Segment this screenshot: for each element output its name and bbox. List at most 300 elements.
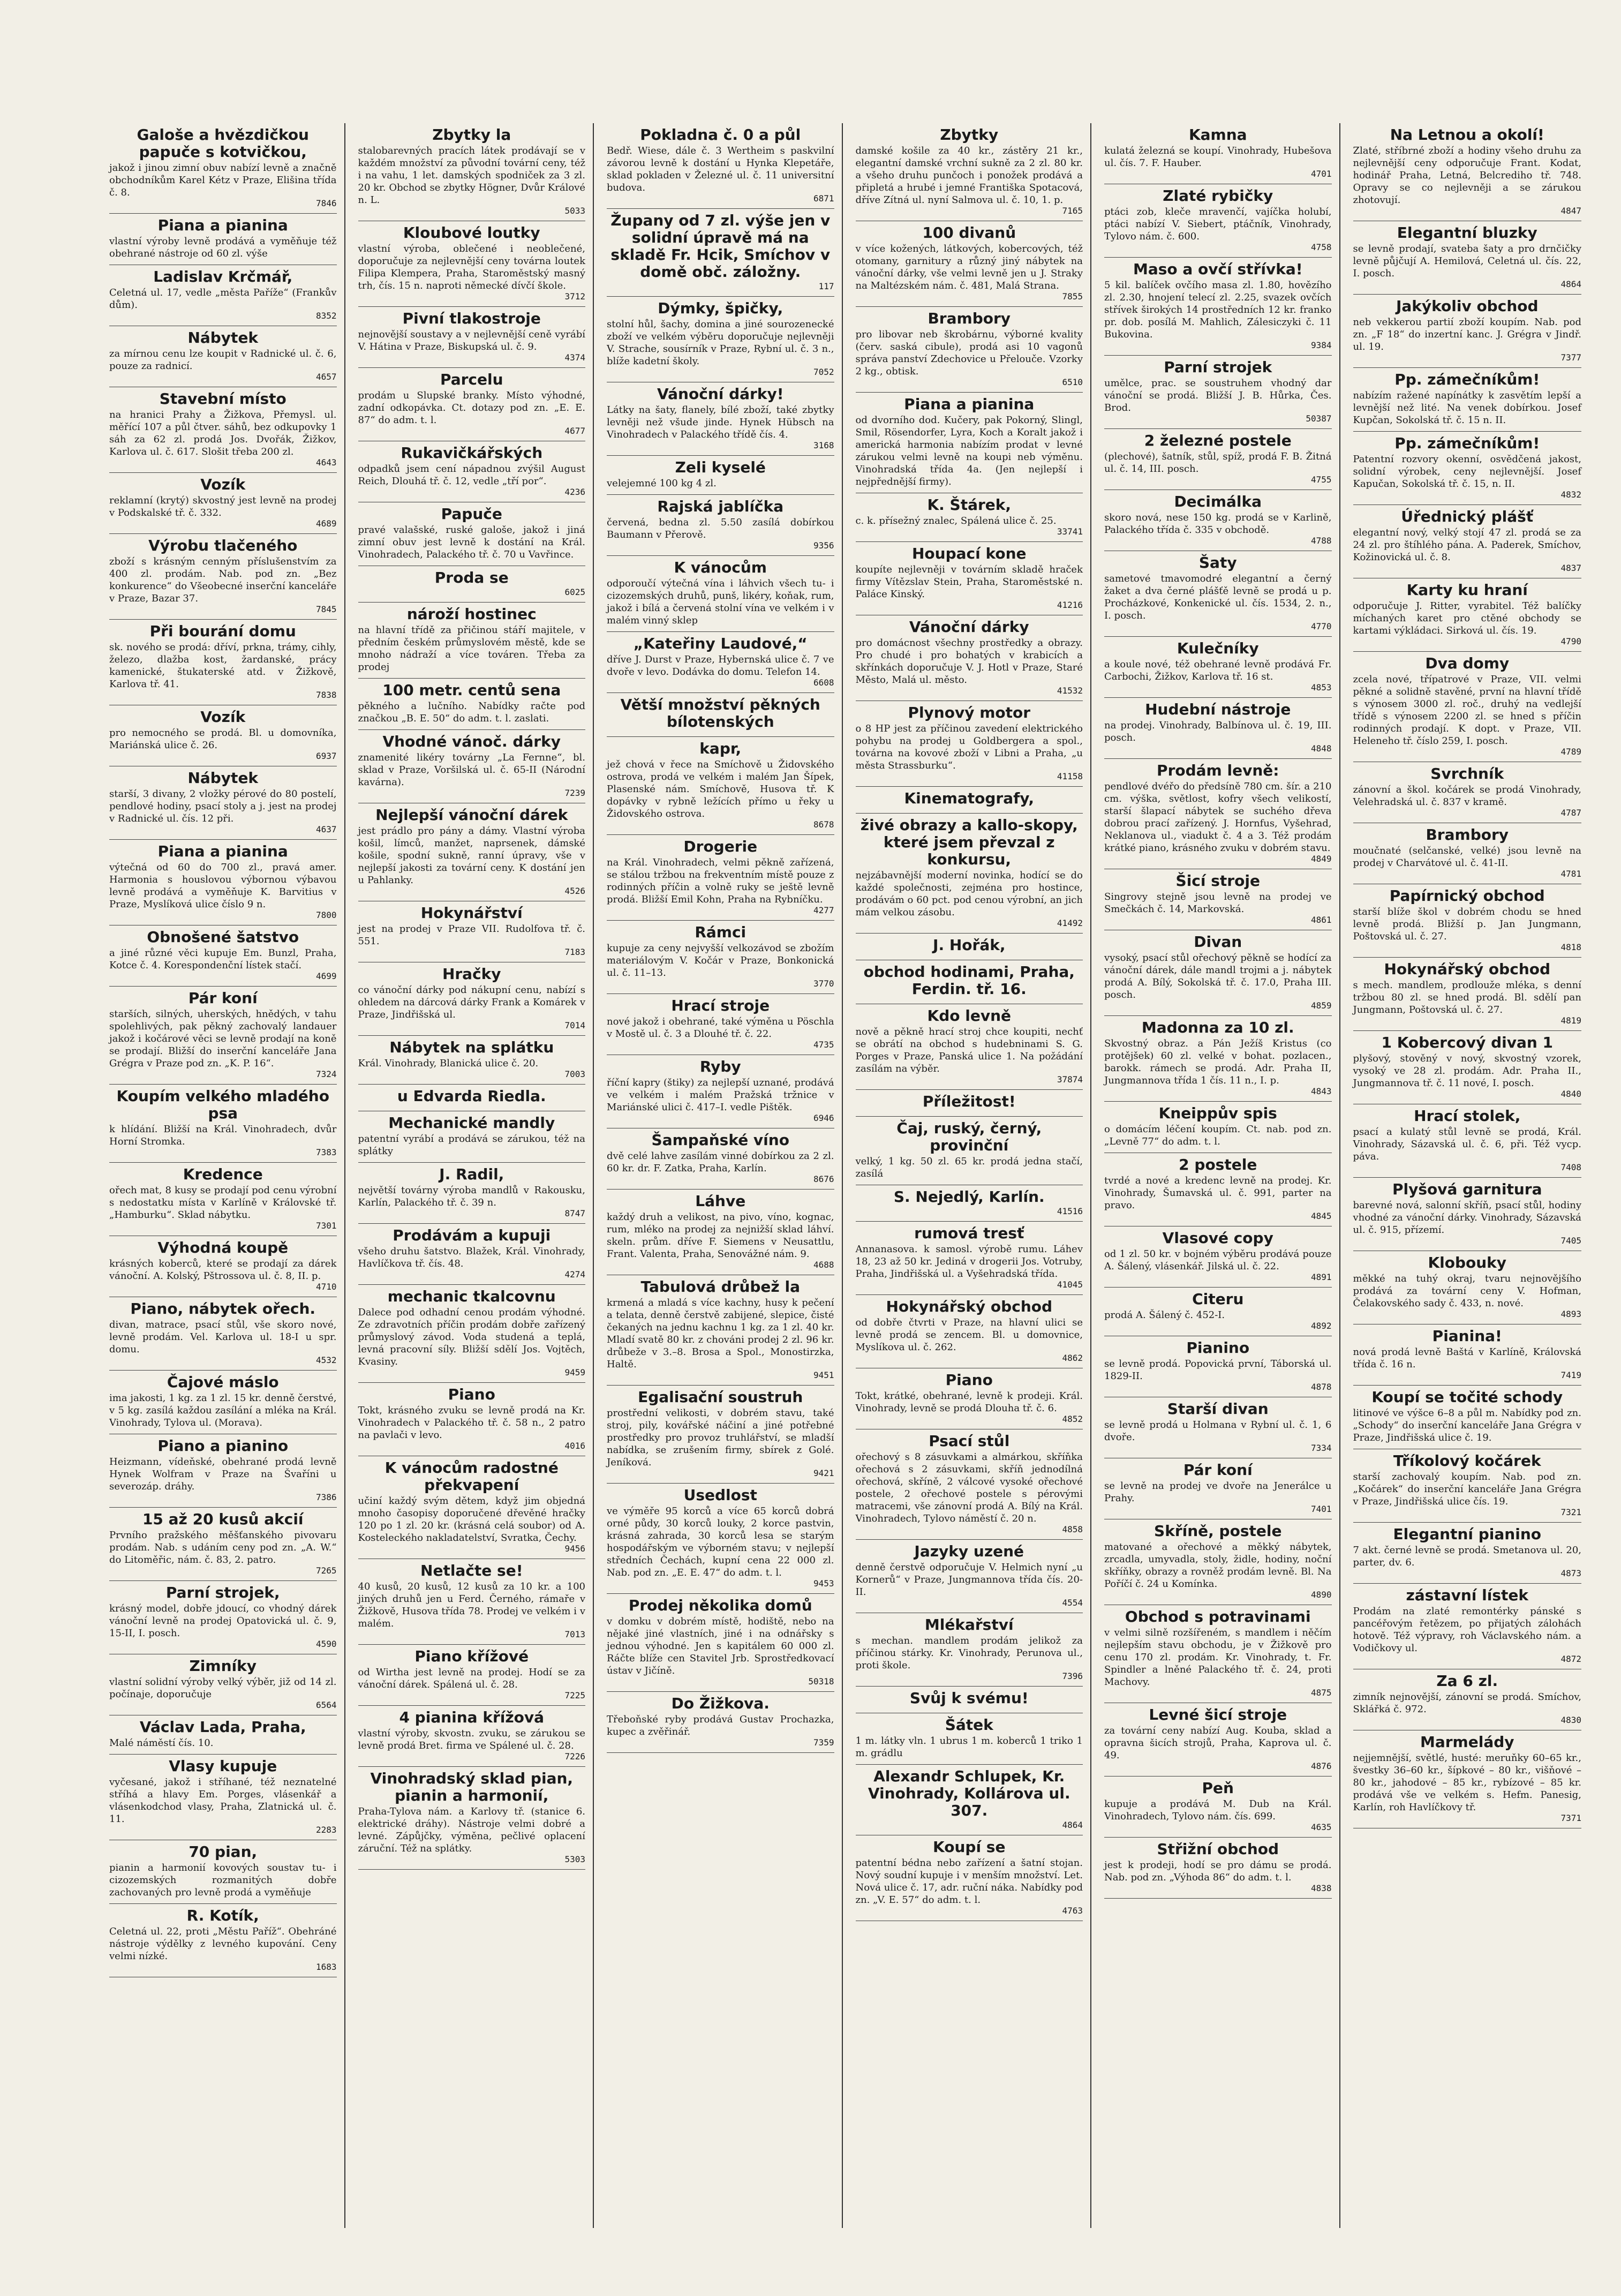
ad-body: denně čerstvě odporučuje V. Helmich nyní „u Kornerů“ v Praze, Jungmannova třída čís. 20-II. (855, 1562, 1083, 1598)
ad-title: K. Štárek, (927, 496, 1012, 514)
ad-body: prostřední velikosti, v dobrém stavu, také stroj, pily, kovářské náčiní a jiné potřebné prostředky pro provoz truhlářství, se mladší nabídka, se zrušením firmy, sbírek z Golé. Jeníková. (607, 1407, 834, 1468)
ad-reference-number: 4853 (1310, 682, 1332, 692)
classified-ad (1353, 1031, 1582, 1104)
classified-ad (109, 705, 337, 766)
ad-title: Obchod s potravinami (1125, 1608, 1311, 1625)
ad-body: za mírnou cenu lze koupit v Radnické ul. č. 6, pouze za radnicí. (109, 348, 337, 372)
ad-body: se levně prodá. Popovická první, Táborská ul. 1829-II. (1104, 1358, 1332, 1382)
classified-ad (109, 1755, 337, 1840)
ad-reference-number: 4849 (1310, 854, 1332, 864)
ad-title: Zbytky (940, 126, 999, 144)
classified-ad (1104, 258, 1332, 356)
ad-body: jest prádlo pro pány a dámy. Vlastní výroba košil, límců, manžet, naprsenek, dámské košile, spodní sukně, ranní úpravy, vše v nejlepší jakosti za tovární ceny. K dostání jen u Pahlanky. (358, 825, 585, 886)
classified-ad (109, 1371, 337, 1434)
classified-ad (358, 441, 586, 502)
ad-title: Úřednický plášť (1401, 508, 1534, 525)
ad-body: červená, bedna zl. 5.50 zasílá dobírkou Baumann v Přerově. (607, 517, 834, 540)
ad-body: krásný model, dobře jdoucí, co vhodný dárek vánoční levně na prodej Opatovická ul. č. 9, 15-II, I. posch. (109, 1603, 337, 1639)
column-1 (102, 123, 345, 2228)
ad-reference-number: 4838 (1310, 1883, 1332, 1893)
ad-reference-number: 6510 (1062, 377, 1083, 387)
ad-title: Madonna za 10 zl. (1141, 1019, 1294, 1036)
ad-title: Jazyky uzené (914, 1542, 1024, 1560)
ad-body: učiní každý svým dětem, když jim objedná mnoho časopisy doporučené dřevěné hračky 120 po 1 zl. 20 kr. (krásná celá soubor) od A. Kosteleckého nakladatelství, Svratka, Čechy. (358, 1495, 585, 1544)
ad-reference-number: 4689 (315, 518, 337, 529)
ad-title: Kamna (1188, 126, 1247, 144)
ad-body: neb vekkerou partií zboží koupím. Nab. pod zn. „F 18“ do inzertní kanc. J. Grégra v Jindř. ul. 19. (1353, 317, 1581, 352)
ad-title: Kneippův spis (1158, 1104, 1277, 1122)
ad-reference-number: 8747 (564, 1208, 585, 1218)
ad-body: vlastní výroby, skvostn. zvuku, se zárukou se levně prodá Bret. firma ve Spálené ul. č. 28. (358, 1728, 585, 1751)
ad-reference-number: 7334 (1310, 1443, 1332, 1453)
ad-body: moučnaté (selčanské, velké) jsou levně na prodej v Charvátové ul. č. 41-II. (1353, 845, 1581, 869)
ad-title: Kdo levně (927, 1007, 1011, 1025)
ad-title: Kulečníky (1177, 639, 1259, 657)
ad-body: c. k. přísežný znalec, Spálená ulice č. 25. (855, 515, 1057, 526)
ad-title: Peň (1202, 1779, 1234, 1797)
ad-reference-number: 7846 (315, 198, 337, 208)
ad-reference-number: 7013 (564, 1629, 585, 1639)
ad-title: Proda se (434, 569, 509, 586)
ad-title: Piano a pianino (157, 1437, 289, 1455)
ad-title: Šampaňské víno (651, 1131, 789, 1149)
ad-title: 4 pianina křížová (399, 1708, 545, 1726)
ad-body: pro domácnost všechny prostředky a obrazy. Pro chudé i pro bohatých v krabicích a skřínkách doporučuje V. J. Hotl v Praze, Staré Město, Malá ul. město. (855, 637, 1083, 686)
classified-ad (856, 934, 1083, 960)
ad-reference-number: 4858 (1062, 1524, 1083, 1534)
ad-body: patentní vyrábí a prodává se zárukou, též na splátky (358, 1133, 585, 1157)
ad-body: velký, 1 kg. 50 zl. 65 kr. prodá jedna stačí, zasílá (855, 1156, 1083, 1179)
ad-reference-number: 4755 (1310, 475, 1332, 485)
ad-reference-number: 4236 (564, 487, 585, 497)
ad-reference-number: 4819 (1560, 1015, 1581, 1026)
ad-reference-number: 6871 (813, 193, 834, 204)
ad-title: Piana a pianina (157, 216, 288, 234)
ad-reference-number: 9451 (813, 1370, 834, 1380)
ad-title: Egalisační soustruh (638, 1388, 803, 1406)
classified-ad (358, 368, 586, 441)
ad-title: Čajové máslo (167, 1373, 279, 1391)
ad-title: Čaj, ruský, černý, provinční (896, 1119, 1042, 1154)
ad-reference-number: 7239 (564, 788, 585, 798)
ad-title: Parcelu (440, 371, 503, 388)
ad-title: Klobouky (1428, 1254, 1507, 1271)
ad-body: divan, matrace, psací stůl, vše skoro nové, levně prodám. Vel. Karlova ul. 18-I u spr. domu. (109, 1319, 337, 1355)
ad-body: velejemné 100 kg 4 zl. (607, 478, 717, 489)
ad-body: vyčesané, jakož i stříhané, též neznatelné stříhá a hlavy Em. Porges, vlásenkář a vlásenkodchod vlasy, Praha, Zlatnická ul. č. 11. (109, 1776, 337, 1825)
ad-body: na hranici Prahy a Žižkova, Přemysl. ul. měřící 107 a půl čtver. sáhů, bez odkupovky 1 sáh za 62 zl. prodá Jos. Dvořák, Žižkov, Karlova ul. č. 617. Slošit třeba 200 zl. (109, 409, 337, 457)
ad-body: se levně prodají, svateba šaty a pro drnčičky levně půjčují A. Hemilová, Celetná ul. čís. 22, I. posch. (1353, 243, 1581, 279)
ad-body: pro nemocného se prodá. Bl. u domovníka, Mariánská ulice č. 26. (109, 727, 337, 751)
ad-body: barevné nová, salonní skříň, psací stůl, hodiny vhodné za vánoční dárky. Vinohrady, Sázavská ul. č. 915, přízemí. (1353, 1200, 1581, 1236)
classified-ad (1353, 1386, 1582, 1449)
classified-ad (358, 502, 586, 566)
ad-body: kulatá železná se koupí. Vinohrady, Hubešova ul. čís. 7. F. Hauber. (1104, 145, 1332, 169)
classified-ad (358, 962, 586, 1036)
ad-body: odpadků jsem cení nápadnou zvýšil August Reich, Dlouhá tř. č. 12, vedle „tří por“. (358, 463, 585, 487)
ad-body: stolní hůl, šachy, domina a jiné sourozenecké zboží ve velkém výběru doporučuje nejlevněji V. Strache, sousírník v Praze, Rybní ul. č. 3 n., blíže kadetní školy. (607, 319, 834, 367)
classified-ad (109, 534, 337, 620)
classified-ad (856, 393, 1083, 493)
ad-title: Svůj k svému! (909, 1689, 1029, 1707)
ad-body: od Wirtha jest levně na prodej. Hodí se za vánoční dárek. Spálená ul. č. 28. (358, 1667, 585, 1690)
ad-body: k hlídání. Bližší na Král. Vinohradech, dvůr Horní Stromka. (109, 1124, 337, 1147)
ad-title: mechanic tkalcovnu (387, 1288, 556, 1305)
ad-body: ptáci zob, kleče mravenčí, vajíčka holubí, ptáci nabízí V. Siebert, ptáčník, Vinohrady, Tylovo nám. č. 600. (1104, 206, 1332, 242)
ad-title: Vánoční dárky! (657, 385, 784, 403)
classified-ad (109, 1581, 337, 1654)
ad-title: Kinematografy, (904, 789, 1035, 807)
ad-reference-number: 4688 (813, 1260, 834, 1270)
ad-body: pendlové dvéřo do předsíně 780 cm. šír. a 210 cm. výška, světlost, kofry všech velikostí, starší šlapací nábytek se suchého dřeva dobrou prací zařízený. J. Hornfus, Vyšehrad, Neklanova ul., viadukt č. 4 a 3. Též prodám krátké piano, krásného zvuku v dobrém stavu. (1104, 781, 1332, 854)
ad-title: Nábytek (187, 769, 259, 787)
ad-title: Vlasové copy (1162, 1229, 1273, 1247)
ad-title: u Edvarda Riedla. (397, 1087, 546, 1105)
ad-title: 100 metr. centů sena (382, 681, 561, 699)
ad-title: Parní strojek (1164, 358, 1272, 376)
classified-ad (856, 1835, 1083, 1921)
ad-body: vlastní výroba, oblečené i neoblečené, doporučuje za nejlevnější ceny továrna loutek Filipa Klempera, Praha, Staroměstský masný trh, čís. 15 n. naproti německé dívčí škole. (358, 243, 585, 291)
ad-body: nově a pěkně hrací stroj chce koupiti, nechť se obrátí na obchod s hudebninami S. G. Porges v Praze, Panská ulice 1. Na požádání zasílám na výběr. (855, 1026, 1083, 1074)
ad-body: s mech. mandlem, prodlouže mléka, s denní tržbou 80 zl. se hned prodá. Bl. sdělí pan Jungmann, Poštovská ul. č. 27. (1353, 980, 1581, 1015)
ad-body: každý druh a velikost, na pivo, víno, kognac, rum, mléko na prodej za nejnižší sklad láhví. skeln. prům. dříve F. Siemens v Neusattlu, Frant. Valenta, Praha, Senovážné nám. 9. (607, 1211, 834, 1260)
ad-body: Annanasova. k samosl. výrobě rumu. Láhev 18, 23 až 50 kr. Jediná v drogerii Jos. Votruby, Praha, Jindřišská ul. a Vyšehradská třída. (855, 1244, 1083, 1279)
classified-ad (856, 814, 1083, 934)
ad-body: Patentní rozvory okenní, osvědčená jakost, solidní výrobek, ceny nejlevnější. Josef Kapučan, Sokolská tř. č. 15, n. II. (1353, 454, 1581, 490)
ad-reference-number: 7226 (564, 1751, 585, 1761)
ad-reference-number: 7401 (1310, 1504, 1332, 1514)
ad-title: Hrací stolek, (1414, 1107, 1521, 1125)
classified-ad (358, 603, 586, 679)
ad-title: Hračky (442, 965, 501, 983)
ad-title: Jakýkoliv obchod (1396, 297, 1539, 315)
ad-body: Král. Vinohrady, Blanická ulice č. 20. (358, 1058, 539, 1069)
ad-reference-number: 4701 (1310, 169, 1332, 179)
ad-body: za tovární ceny nabízí Aug. Kouba, sklad a opravna šicích strojů, Praha, Kaprova ul. č. 49. (1104, 1725, 1332, 1761)
ad-reference-number: 8352 (315, 311, 337, 321)
ad-body: dříve J. Durst v Praze, Hybernská ulice č. 7 ve dvoře v levo. Dodávka do domu. Telefon 14. (607, 654, 834, 677)
ad-title: Pár koní (188, 989, 258, 1007)
ad-body: umělce, prac. se soustruhem vhodný dar vánoční se prodá. Bližší J. B. Hůrka, Čes. Brod. (1104, 378, 1332, 413)
classified-ad (358, 1163, 586, 1224)
ad-reference-number: 5033 (564, 206, 585, 216)
classified-ad (1353, 1178, 1582, 1251)
ad-title: Mlékařství (924, 1616, 1014, 1633)
ad-reference-number: 9456 (564, 1544, 585, 1554)
ad-title: Pp. zámečníkům! (1394, 371, 1540, 388)
ad-title: Výrobu tlačeného (148, 537, 298, 554)
ad-reference-number: 4892 (1310, 1321, 1332, 1331)
ad-body: ořechový s 8 zásuvkami a almárkou, skříňka ořechová s 2 zásuvkami, skříň jednodílná ořechová, skříně, 2 válcové vysoké ořechové postele, 2 ořechové postele s pérovými matracemi, vše zánovní prodá A. Bílý na Král. Vinohradech, Tylovo náměstí č. 20 n. (855, 1451, 1083, 1524)
classified-ad (1104, 1016, 1332, 1102)
ad-title: zástavní lístek (1406, 1586, 1529, 1604)
ad-title: Piano, nábytek ořech. (130, 1300, 316, 1318)
ad-reference-number: 6946 (813, 1113, 834, 1123)
ad-reference-number: 7301 (315, 1221, 337, 1231)
classified-ad (1353, 652, 1582, 762)
column-6 (1346, 123, 1589, 2228)
classified-ad (1353, 1449, 1582, 1523)
ad-title: Dva domy (1425, 654, 1510, 672)
classified-ad (109, 1508, 337, 1581)
ad-title: Starší divan (1167, 1400, 1269, 1418)
ad-title: Vinohradský sklad pian, pianin a harmonií, (370, 1770, 574, 1804)
ad-body: největší továrny výroba mandlů v Rakousku, Karlín, Palackého tř. č. 39 n. (358, 1185, 585, 1208)
ad-reference-number: 4643 (315, 457, 337, 468)
ad-body: nová prodá levně Baštá v Karlíně, Královská třída č. 16 n. (1353, 1346, 1581, 1370)
ad-body: 5 kil. balíček ovčího masa zl. 1.80, hovězího zl. 2.30, hnojení telecí zl. 2.25, svazek ovčích střívek širokých 14 prostředních 12 kr. franko pr. dob. posílá M. Mahlich, Zálesiczyki č. 11 Bukovina. (1104, 280, 1332, 340)
ad-body: Prvního pražského měšťanského pivovaru prodám. Nab. s udáním ceny pod zn. „A. W.“ do Litoměřic, nám. č. 83, 2. patro. (109, 1530, 337, 1565)
classified-ad (1353, 221, 1582, 295)
column-5 (1097, 123, 1340, 2228)
classified-ad (856, 1613, 1083, 1687)
ad-body: tvrdé a nové a kredenc levně na prodej. Kr. Vinohrady, Šumavská ul. č. 991, parter na pravo. (1104, 1175, 1332, 1211)
classified-ad (109, 1840, 337, 1904)
classified-ad (109, 840, 337, 925)
ad-reference-number: 7383 (315, 1147, 337, 1157)
ad-title: Piano křížové (414, 1647, 529, 1665)
ad-title: Divan (1194, 933, 1242, 951)
classified-ad (1353, 1669, 1582, 1730)
ad-reference-number: 4016 (564, 1441, 585, 1451)
ad-title: Levné šicí stroje (1149, 1706, 1287, 1723)
ad-title: R. Kotík, (186, 1907, 259, 1924)
ad-reference-number: 7265 (315, 1565, 337, 1576)
classified-ad (358, 803, 586, 901)
classified-ad (1104, 1838, 1332, 1899)
classified-ad (109, 1297, 337, 1371)
classified-ad (1104, 123, 1332, 184)
ad-title: Láhve (695, 1192, 746, 1210)
classified-ad (856, 1540, 1083, 1613)
ad-title: 2 železné postele (1144, 432, 1292, 449)
classified-ad (607, 382, 834, 456)
classified-ad (607, 835, 834, 921)
ad-reference-number: 4859 (1310, 1000, 1332, 1011)
classified-ad (1353, 1251, 1582, 1324)
classified-ad (358, 221, 586, 307)
ad-reference-number: 8678 (813, 819, 834, 830)
ad-reference-number: 41532 (1057, 686, 1083, 696)
ad-body: Celetná ul. 17, vedle „města Paříže“ (Frankův dům). (109, 287, 337, 311)
classified-ad (1104, 1102, 1332, 1153)
ad-title: Parní strojek, (165, 1584, 280, 1601)
ad-title: Karty ku hraní (1406, 581, 1528, 599)
classified-ad (607, 1190, 834, 1275)
ad-body: starší blíže škol v dobrém chodu se hned levně prodá. Bližší p. Jan Jungmann, Poštovská ul. č. 27. (1353, 906, 1581, 942)
classified-ad (109, 766, 337, 840)
ad-title: Pp. zámečníkům! (1394, 434, 1540, 452)
ad-title: Obnošené šatstvo (147, 928, 299, 946)
ad-reference-number: 4735 (813, 1040, 834, 1050)
classified-ad (607, 1692, 834, 1753)
ad-title: Do Žižkova. (671, 1695, 770, 1712)
ad-title: Elegantní pianino (1393, 1525, 1541, 1543)
ad-reference-number: 37874 (1057, 1074, 1083, 1085)
classified-ad (607, 1128, 834, 1190)
classified-ad (1104, 1397, 1332, 1458)
ad-reference-number: 4840 (1560, 1089, 1581, 1099)
classified-ad (1104, 869, 1332, 930)
ad-body: odporučuje J. Ritter, vyrabitel. Též balíčky míchaných karet pro ctěné obchody se kartami výkládaci. Sirková ul. čís. 19. (1353, 600, 1581, 636)
ad-reference-number: 7855 (1062, 291, 1083, 302)
ad-reference-number: 4861 (1310, 915, 1332, 925)
column-3 (599, 123, 843, 2228)
classified-ad (607, 456, 834, 495)
ad-body: krmená a mladá s více kachny, husy k pečení a telata, denně čerstvě zabijené, slepice, čisté čekaných na jednu kachnu 1 kg. za 1 zl. 40 kr. Mladí svatě 80 kr. z chováni prodej 2 zl. 96 kr. drůbeže v 3.–8. Brosa a Spol., Monostirzka, Haltě. (607, 1297, 834, 1370)
ad-body: Tokt, krátké, obehrané, levně k prodeji. Král. Vinohrady, levně se prodá Dlouha tř. č. 6. (855, 1390, 1083, 1414)
ad-title: Větší množství pěkných bílotenských (620, 696, 820, 731)
ad-reference-number: 1683 (315, 1962, 337, 1972)
ad-reference-number: 7800 (315, 910, 337, 920)
ad-reference-number: 7396 (1062, 1671, 1083, 1681)
ad-body: pianin a harmonií kovových soustav tu- i cizozemských rozmanitých dobře zachovaných pro levně prodá a vyměňuje (109, 1862, 337, 1898)
ad-body: stalobarevných pracích látek prodávají se v každém množství za původní tovární ceny, též i na vahu, 1 let. damských spodniček za 3 zl. 20 kr. Obchod se zbytky Högner, Dvůr Králové n. L. (358, 145, 585, 206)
ad-title: Brambory (928, 310, 1011, 327)
ad-body: Skvostný obraz. a Pán Ježíš Kristus (co protějšek) 60 zl. velké v bohat. pozlacen., barokk. rámech se prodá. Adr. Praha II, Jungmannova třída 1 čís. 11 n., I. p. (1104, 1038, 1332, 1086)
classified-ad (1353, 505, 1582, 578)
ad-reference-number: 3770 (813, 978, 834, 989)
classified-ad (358, 1456, 586, 1559)
ad-body: prodá A. Šálený č. 452-I. (1104, 1309, 1225, 1321)
ad-body: se levně na prodej ve dvoře na Jenerálce u Prahy. (1104, 1480, 1332, 1504)
classified-ad (109, 1654, 337, 1715)
ad-title: Zeli kyselé (675, 458, 766, 476)
classified-ad (607, 495, 834, 556)
classified-ad (358, 730, 586, 803)
ad-title: rumová tresť (914, 1224, 1024, 1242)
ad-reference-number: 41045 (1057, 1279, 1083, 1290)
ad-title: Plyšová garnitura (1392, 1180, 1542, 1198)
ad-title: Dýmky, špičky, (658, 299, 783, 317)
classified-ad (358, 1111, 586, 1163)
ad-reference-number: 41492 (1057, 918, 1083, 928)
classified-ad (358, 1036, 586, 1085)
ad-title: Skříně, postele (1154, 1522, 1282, 1540)
ad-body: ve výměře 95 korců a více 65 korců dobrá orné půdy, 30 korců louky, 2 korce pastvin, krásná zahrada, 30 korců lesa se starým hospodářským ve výborném stavu; v nejlepší středních Čechách, kupní cena 22 000 zl. Nab. pod zn. „E. E. 47“ do adm. t. l. (607, 1505, 834, 1578)
ad-title: Stavební místo (159, 390, 286, 408)
ad-body: vlastní solidní výroby velký výběr, již od 14 zl. počínaje, doporučuje (109, 1676, 337, 1700)
ad-title: Ryby (699, 1058, 741, 1075)
ad-title: obchod hodinami, Praha, Ferdin. tř. 16. (863, 963, 1075, 998)
ad-reference-number: 4787 (1560, 808, 1581, 818)
ad-body: elegantní nový, velký stojí 47 zl. prodá se za 24 zl. pro štíhlého pána. A. Paderek, Smíchov, Kožinovická ul. č. 8. (1353, 527, 1581, 563)
ad-title: K vánocům radostné překvapení (384, 1459, 559, 1494)
ad-reference-number: 4878 (1310, 1382, 1332, 1392)
ad-reference-number: 9384 (1310, 340, 1332, 350)
ad-body: v více kožených, látkových, kobercových, též otomany, garnitury a různý jiný nábytek na vánoční dárky, vše velmi levně jen u J. Straky na Maltézském nám. č. 481, Malá Strana. (855, 243, 1083, 291)
classified-ad (1104, 184, 1332, 258)
classified-ad (1104, 759, 1332, 869)
ad-reference-number: 7014 (564, 1020, 585, 1030)
ad-title: Mechanické mandly (388, 1114, 555, 1132)
ad-body: zcela nové, třípatrové v Praze, VII. velmi pěkné a solidně stavěné, první na hlavní třídě s výnosem 3000 zl. roč., druhý na vedlejší třídě s výnosem 2200 zl. se hned s příčin rodinných prodají. K dopt. v Praze, VII. Heleneho tř. číslo 259, I. posch. (1353, 674, 1581, 747)
ad-body: Třeboňské ryby prodává Gustav Prochazka, kupec a zvěřinář. (607, 1714, 834, 1737)
ad-reference-number: 6608 (813, 677, 834, 688)
classified-ad (358, 307, 586, 368)
classified-ad (358, 1767, 586, 1870)
ad-title: J. Radil, (439, 1165, 504, 1183)
ad-reference-number: 4554 (1062, 1598, 1083, 1608)
ad-reference-number: 4677 (564, 426, 585, 436)
classified-ad (109, 1236, 337, 1297)
classified-ad (109, 123, 337, 214)
ad-body: nejjemnější, světlé, husté: meruňky 60–65 kr., švestky 36–60 kr., šípkové – 80 kr., višňové – 80 kr., jahodové – 85 kr., rybízové – 85 kr. prodává vše ve velkém s. Hefm. Panesig, Karlín, roh Havlíčkovy tř. (1353, 1752, 1581, 1813)
classified-ad (1104, 698, 1332, 759)
classified-ad (109, 925, 337, 987)
ad-title: Pivní tlakostroje (402, 310, 541, 327)
ad-title: Hudební nástroje (1145, 701, 1291, 718)
classified-ad (1353, 762, 1582, 823)
classified-ad (607, 297, 834, 382)
classified-ad (856, 1713, 1083, 1765)
ad-body: 7 akt. černé levně se prodá. Smetanova ul. 20, parter, dv. 6. (1353, 1545, 1581, 1568)
ad-title: Svrchník (1430, 765, 1504, 782)
classified-ad (607, 632, 834, 693)
ad-body: 1 m. látky vln. 1 ubrus 1 m. koberců 1 triko 1 m. grádlu (855, 1735, 1083, 1759)
ad-body: koupíte nejlevněji v továrním skladě hraček firmy Vítězslav Stein, Praha, Staroměstské n. Paláce Kinský. (855, 564, 1083, 600)
ad-title: Příležitost! (922, 1093, 1016, 1110)
ad-body: jakož i jinou zimní obuv nabízí levně a značně obchodníkům Karel Kétz v Praze, Elišina třída č. 8. (109, 162, 337, 198)
ad-title: 15 až 20 kusů akcií (142, 1510, 304, 1528)
classified-ad (109, 987, 337, 1085)
ad-reference-number: 4758 (1310, 242, 1332, 252)
classified-ad (109, 473, 337, 534)
ad-title: Ladislav Krčmář, (153, 268, 293, 285)
ad-body: o domácím léčení koupím. Ct. nab. pod zn. „Levně 77“ do adm. t. l. (1104, 1124, 1332, 1147)
ad-body: v domku v dobrém místě, hodiště, nebo na nějaké jiné vlastních, jiné i na odnářsky s jednou výhodné. Jen s kapitálem 60 000 zl. Ráčte blíže cen Stavitel Jrb. Sprostředkovací ústav v Jičíně. (607, 1616, 834, 1676)
ad-title: 100 divanů (922, 224, 1016, 242)
ad-body: kupuje a prodává M. Dub na Král. Vinohradech, Tylovo nám. čís. 699. (1104, 1798, 1332, 1822)
classified-ad (607, 693, 834, 737)
classified-ad (607, 209, 834, 297)
classified-ad (607, 1594, 834, 1692)
ad-body: prodám u Slupské branky. Místo výhodné, zadní odkopávka. Ct. dotazy pod zn. „E. E. 87“ do adm. t. l. (358, 390, 585, 426)
ad-body: o 8 HP jest za příčinou zavedení elektrického pohybu na prodej u Goldbergera a spol., továrna na kovové zboží v Libni a Praha, „u města Strassburku“. (855, 723, 1083, 771)
ad-reference-number: 7359 (813, 1737, 834, 1748)
ad-body: starší, 3 divany, 2 vložky pérové do 80 postelí, pendlové hodiny, psací stoly a j. jest na prodej v Radnické ul. čís. 12 při. (109, 788, 337, 824)
ad-title: Hrací stroje (671, 997, 770, 1014)
ad-title: Kloubové loutky (403, 224, 540, 242)
ad-reference-number: 4788 (1310, 536, 1332, 546)
classified-ad (109, 1163, 337, 1236)
ad-title: Hokynářský obchod (886, 1298, 1053, 1315)
ad-title: Prodej několika domů (628, 1597, 812, 1614)
ad-body: na prodej. Vinohrady, Balbínova ul. č. 19, III. posch. (1104, 720, 1332, 743)
ad-title: Střižní obchod (1157, 1840, 1279, 1858)
ad-title: Papírnický obchod (1389, 887, 1545, 905)
ad-title: 2 postele (1179, 1156, 1257, 1173)
ad-title: Tříkolový kočárek (1393, 1452, 1541, 1470)
ad-reference-number: 7165 (1062, 206, 1083, 216)
classified-ad (1104, 1458, 1332, 1519)
ad-title: Koupí se (933, 1838, 1006, 1856)
ad-reference-number: 3168 (813, 440, 834, 450)
ad-body: nové jakož i obehrané, také výměna u Pöschla v Mostě ul. č. 3 a Dlouhé tř. č. 22. (607, 1016, 834, 1040)
ad-body: Dalece pod odhadní cenou prodám výhodné. Ze zdravotních příčin prodám dobře zařízený průmyslový závod. Voda studená a teplá, levná pracovní síly. Bližší sdělí Jos. Vojtěch, Kvasiny. (358, 1307, 585, 1367)
ad-body: Singrovy stejně jsou levně na prodej ve Smečkách č. 14, Markovská. (1104, 891, 1332, 915)
classified-ad (607, 737, 834, 835)
ad-reference-number: 7419 (1560, 1370, 1581, 1380)
ad-body: Látky na šaty, flanely, bílé zboží, také zbytky levněji než všude jinde. Hynek Hübsch na Vinohradech v Palackého třídě čís. 4. (607, 404, 834, 440)
ad-reference-number: 9421 (813, 1468, 834, 1478)
ad-body: jest na prodej v Praze VII. Rudolfova tř. č. 551. (358, 923, 585, 947)
ad-title: Rukavičkářských (401, 444, 543, 462)
classified-ad (856, 493, 1083, 542)
ad-reference-number: 6564 (315, 1700, 337, 1710)
ad-title: Usedlost (683, 1486, 757, 1504)
ad-reference-number: 4770 (1310, 621, 1332, 631)
